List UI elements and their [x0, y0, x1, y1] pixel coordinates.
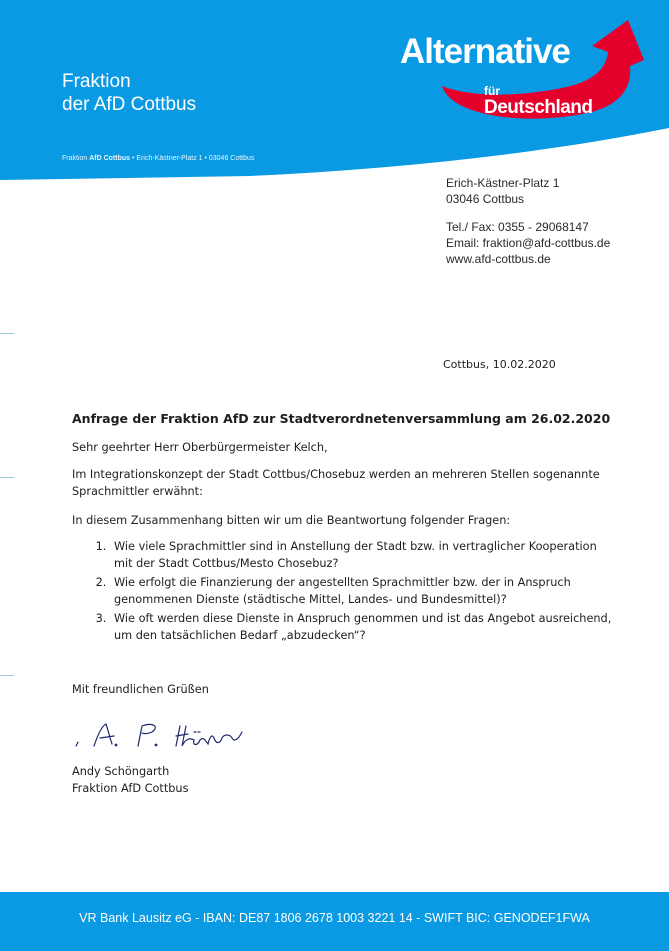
- handwritten-signature: [72, 716, 252, 756]
- address-city: 03046 Cottbus: [446, 192, 525, 206]
- address-email: Email: fraktion@afd-cottbus.de: [446, 236, 611, 250]
- footer-bank-details: VR Bank Lausitz eG - IBAN: DE87 1806 2678 1003 3221 14 - SWIFT BIC: GENODEF1FWA: [79, 911, 590, 925]
- address-block: [446, 175, 610, 267]
- address-phone: Tel./ Fax: 0355 - 29068147: [446, 220, 589, 234]
- fraktion-title: [62, 70, 196, 116]
- sender-bold: AfD Cottbus: [89, 155, 131, 162]
- fold-mark-top: [0, 333, 14, 334]
- address-street: Erich-Kästner-Platz 1: [446, 176, 560, 190]
- sender-prefix: Fraktion: [62, 155, 90, 162]
- question-item: 1. Wie viele Sprachmittler sind in Anstellung der Stadt bzw. in vertraglicher Kooperation mit der Stadt Cottbus/Mesto Chosebuz?: [110, 538, 617, 572]
- question-item: 2. Wie erfolgt die Finanzierung der angestellten Sprachmittler bzw. der in Anspruch genommenen Dienste (städtische Mittel, Landes- und Bundesmittel)?: [110, 574, 617, 608]
- letter-subject: Anfrage der Fraktion AfD zur Stadtverordnetenversammlung am 26.02.2020: [72, 411, 611, 426]
- logo-word-alternative: Alternative: [400, 32, 570, 71]
- question-item: 3. Wie oft werden diese Dienste in Anspruch genommen und ist das Angebot ausreichend, um den tatsächlichen Bedarf „abzudecken“?: [110, 610, 617, 644]
- afd-logo: [392, 8, 652, 128]
- footer-banner: [0, 892, 669, 951]
- question-list: [72, 538, 617, 646]
- signer-name: Andy Schöngarth: [72, 765, 170, 778]
- sender-rest: • Erich-Kästner-Platz 1 • 03046 Cottbus: [130, 155, 255, 162]
- fraktion-line-1: Fraktion: [62, 71, 131, 92]
- logo-word-fuer: für: [484, 84, 500, 98]
- letter-paragraph-2: In diesem Zusammenhang bitten wir um die Beantwortung folgender Fragen:: [72, 514, 511, 527]
- letter-salutation: Sehr geehrter Herr Oberbürgermeister Kelch,: [72, 441, 328, 454]
- fold-mark-bottom: [0, 675, 14, 676]
- address-website: www.afd-cottbus.de: [446, 252, 551, 266]
- sender-return-line: [62, 155, 254, 162]
- signer-organization: Fraktion AfD Cottbus: [72, 782, 189, 795]
- fraktion-line-2: der AfD Cottbus: [62, 94, 197, 115]
- signer-block: [72, 763, 617, 797]
- letter-paragraph-1: Im Integrationskonzept der Stadt Cottbus/Chosebuz werden an mehreren Stellen sogenannte Sprachmittler erwähnt:: [72, 468, 600, 498]
- letter-closing: Mit freundlichen Grüßen: [72, 683, 209, 696]
- logo-word-deutschland: Deutschland: [484, 97, 593, 118]
- punch-mark: [0, 477, 14, 478]
- letter-date: Cottbus, 10.02.2020: [443, 358, 556, 371]
